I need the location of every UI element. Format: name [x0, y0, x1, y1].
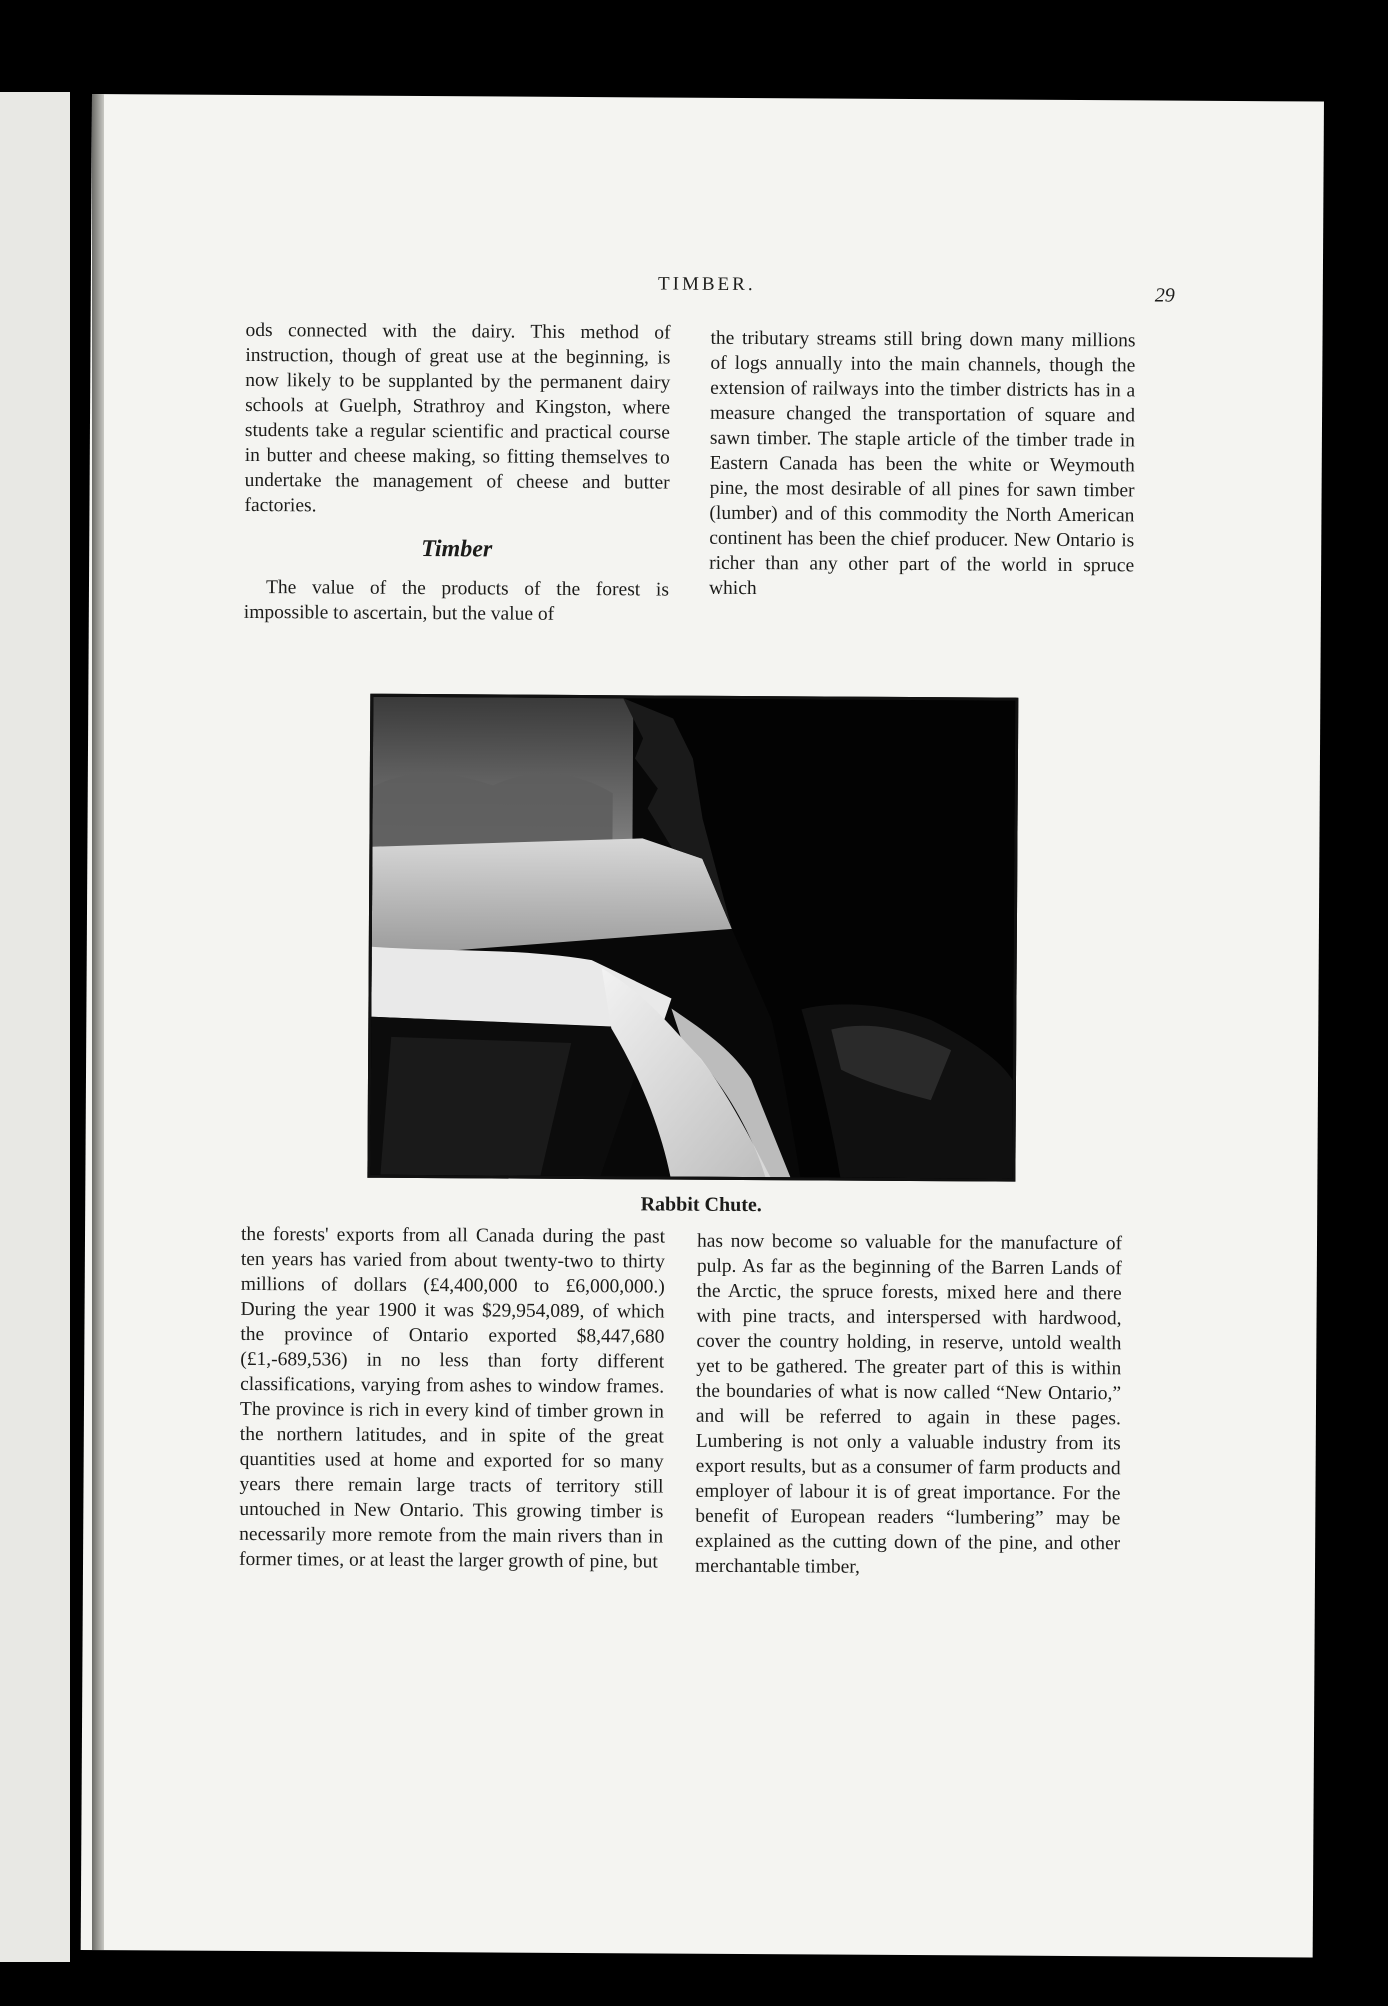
- waterfall-photo-illustration: [370, 697, 1015, 1179]
- pulp-paragraph: has now become so valuable for the manufacture of pulp. As far as the beginning of the Barren Lands of the Arctic, the spruce forests, mixed here and there with pine tracts, and interspersed with hardwood, cover the country holding, in reserve, untold wealth yet to be gathered. The greater part of this is within the boundaries of what is now called “New Ontario,” and will be referred to again in these pages. Lumbering is not only a valuable industry from its export results, but as a consumer of farm products and employer of labour it is of great importance. For the benefit of European readers “lumbering” may be explained as the cutting down of the pine, and other merchantable timber,: [694, 1230, 1123, 1578]
- tributary-paragraph: the tributary streams still bring down many millions of logs annually into the main channels, though the extension of railways into the timber districts has in a measure changed the transportation of square and sawn timber. The staple article of the timber trade in Eastern Canada has been the white or Weymouth pine, the most desirable of all pines for sawn timber (lumber) and of this commodity the North American continent has been the chief producer. New Ontario is richer than any other part of the world in spruce which: [708, 327, 1136, 600]
- top-right-column: [709, 326, 1136, 604]
- page-binding-shadow: [92, 94, 104, 1950]
- photo-caption: Rabbit Chute.: [640, 1193, 762, 1217]
- exports-paragraph: the forests' exports from all Canada during the past ten years has varied from about twenty-two to thirty millions of dollars (£4,400,000 to £6,000,000.) During the year 1900 it was $29,954,089, of which the province of Ontario exported $8,447,680 (£1,-689,536) in no less than forty different classifications, varying from ashes to window frames. The province is rich in every kind of timber grown in the northern latitudes, and in spite of the great quantities used at home and exported for so many years there remain large tracts of territory still untouched in New Ontario. This growing timber is necessarily more remote from the main rivers than in former times, or at least the larger growth of pine, but: [238, 1223, 666, 1573]
- dairy-paragraph: ods connected with the dairy. This method of instruction, though of great use at the beginning, is now likely to be supplanted by the permanent dairy schools at Guelph, Strathroy and Kingston, where students take a regular scientific and practical course in butter and cheese making, so fitting themselves to undertake the management of cheese and butter factories.: [244, 319, 671, 517]
- book-page: [81, 94, 1324, 1957]
- section-heading: Timber: [421, 536, 493, 563]
- bottom-right-column: [695, 1229, 1122, 1582]
- rabbit-chute-photo: [367, 694, 1018, 1182]
- bottom-left-column: [239, 1222, 665, 1575]
- timber-intro-paragraph: The value of the products of the forest is impossible to ascertain, but the value of: [243, 577, 670, 625]
- top-left-column: [244, 318, 671, 628]
- page-number: 29: [1154, 284, 1175, 307]
- adjacent-page-edge: [0, 92, 70, 1962]
- running-head: TIMBER.: [658, 273, 756, 296]
